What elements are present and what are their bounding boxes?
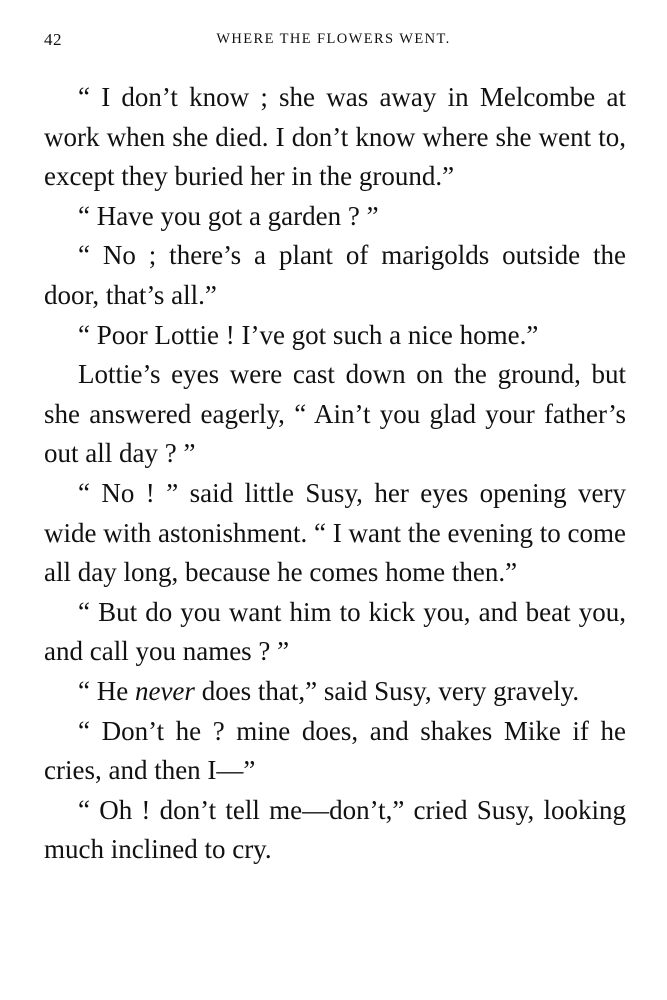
paragraph-7: “ But do you want him to kick you, and beat you, and call you names ? ” [44, 596, 626, 667]
paragraph-5: Lottie’s eyes were cast down on the ground, but she answered eagerly, “ Ain’t you glad your father’s out all day ? ” [44, 359, 626, 469]
page-number: 42 [44, 30, 62, 49]
paragraph-3: “ No ; there’s a plant of marigolds outside the door, that’s all.” [44, 240, 626, 310]
paragraph-1: “ I don’t know ; she was away in Melcombe at work when she died. I don’t know where she went to, except they buried her in the ground.” [44, 82, 626, 192]
running-head [44, 30, 623, 54]
paragraph-8-lead: “ He [78, 675, 135, 706]
paragraph-4: “ Poor Lottie ! I’ve got such a nice home.” [78, 319, 539, 350]
paragraph-2: “ Have you got a garden ? ” [78, 200, 379, 231]
paragraph-6: “ No ! ” said little Susy, her eyes opening very wide with astonishment. “ I want the evening to come all day long, because he comes home then.” [44, 477, 626, 588]
paragraph-8-rest: does that,” said Susy, very gravely. [194, 675, 580, 706]
running-title: WHERE THE FLOWERS WENT. [216, 31, 451, 47]
paragraph-8 [44, 672, 626, 712]
paragraph-10: “ Oh ! don’t tell me—don’t,” cried Susy, looking much inclined to cry. [44, 794, 626, 865]
emphasized-word: never [134, 675, 195, 706]
body-text [44, 78, 626, 870]
paragraph-9: “ Don’t he ? mine does, and shakes Mike if he cries, and then I—” [44, 715, 626, 786]
